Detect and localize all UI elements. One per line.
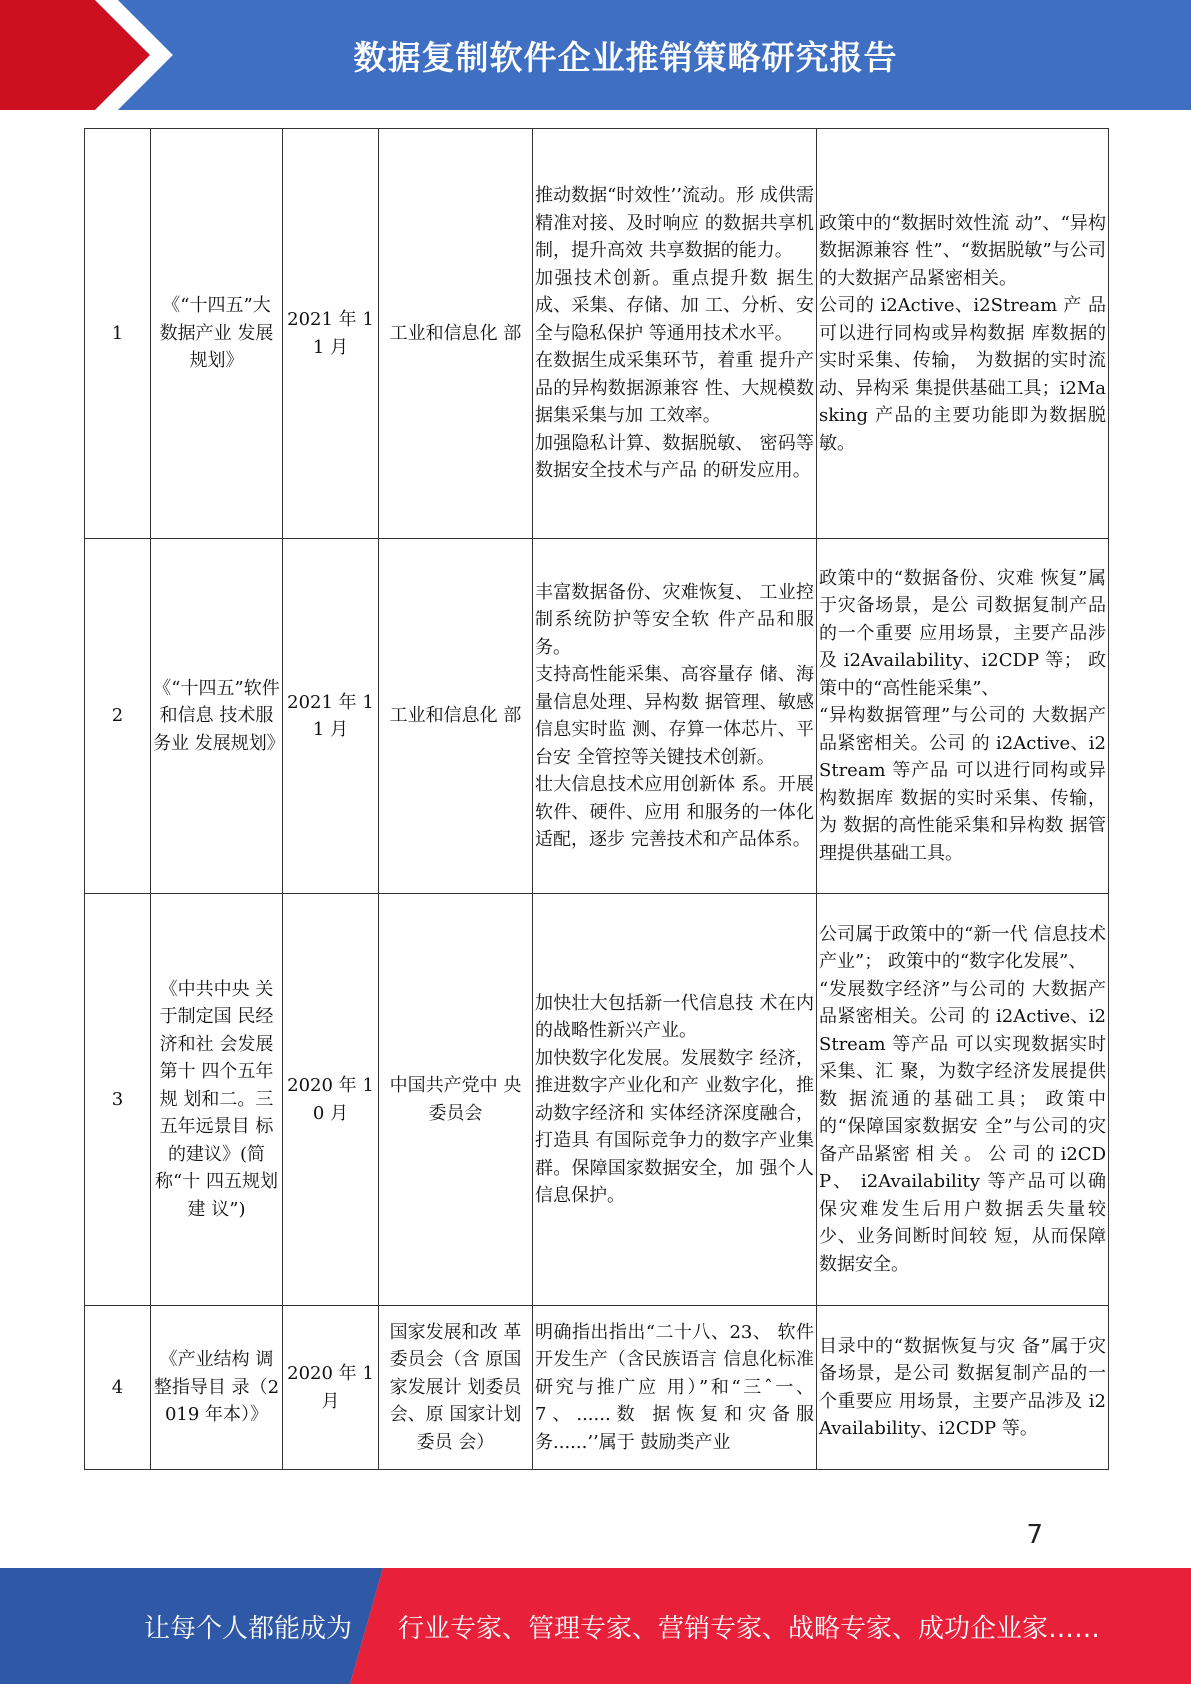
report-title: 数据复制软件企业推销策略研究报告 bbox=[353, 37, 898, 77]
policy-content bbox=[533, 539, 817, 894]
policy-content bbox=[533, 129, 817, 539]
table-row bbox=[85, 1306, 1109, 1470]
policy-content bbox=[533, 894, 817, 1306]
issue-date: 2020 年 1 月 bbox=[283, 1306, 379, 1470]
row-index: 2 bbox=[85, 539, 151, 894]
policy-content bbox=[533, 1306, 817, 1470]
relevance-paragraph: 政策中的“数据时效性流 动”、“异构数据源兼容 性”、“数据脱敏”与公司 的大数据产品紧密相关。 bbox=[819, 212, 1106, 289]
relevance-paragraph: 公司的 i2Active、i2Stream 产 品可以进行同构或异构数据 库数据的实时采集、传输， 为数据的实时流动、异构采 集提供基础工具；i2Masking 产品的主要功能即为数据脱 敏。 bbox=[819, 295, 1106, 454]
policy-name: 《产业结构 调整指导目 录（2019 年本）》 bbox=[151, 1306, 283, 1470]
content-paragraph: 加强隐私计算、数据脱敏、 密码等数据安全技术与产品 的研发应用。 bbox=[535, 432, 814, 482]
table-row bbox=[85, 129, 1109, 539]
page-number: 7 bbox=[1026, 1520, 1043, 1550]
content-paragraph: 丰富数据备份、灾难恢复、 工业控制系统防护等安全软 件产品和服务。 bbox=[535, 581, 814, 658]
issuing-department: 国家发展和改 革委员会（含 原国家发展计 划委员会、原 国家计划委员 会） bbox=[379, 1306, 533, 1470]
relevance-paragraph: 公司属于政策中的“新一代 信息技术产业”； 政策中的“数字化发展”、 bbox=[819, 923, 1106, 973]
footer-slogan-right: 行业专家、管理专家、营销专家、战略专家、成功企业家…… bbox=[398, 1613, 1101, 1644]
issuing-department: 中国共产党中 央委员会 bbox=[379, 894, 533, 1306]
relevance-paragraph: 目录中的“数据恢复与灾 备”属于灾备场景，是公司 数据复制产品的一个重要应 用场景，主要产品涉及 i2Availability、i2CDP 等。 bbox=[819, 1335, 1106, 1439]
issue-date: 2020 年 10 月 bbox=[283, 894, 379, 1306]
page-footer bbox=[0, 1568, 1191, 1684]
content-paragraph: 加强技术创新。重点提升数 据生成、采集、存储、加 工、分析、安全与隐私保护 等通用技术水平。 bbox=[535, 267, 814, 344]
row-index: 1 bbox=[85, 129, 151, 539]
policy-table-container bbox=[84, 128, 1108, 1470]
row-index: 3 bbox=[85, 894, 151, 1306]
policy-table bbox=[84, 128, 1109, 1470]
content-paragraph: 加快数字化发展。发展数字 经济，推进数字产业化和产 业数字化，推动数字经济和 实体经济深度融合，打造具 有国际竞争力的数字产业集 群。保障国家数据安全，加 强个人信息保护。 bbox=[535, 1047, 814, 1206]
content-paragraph: 推动数据“时效性’’流动。形 成供需精准对接、及时响应 的数据共享机制，提升高效 共享数据的能力。 bbox=[535, 185, 814, 262]
relevance-paragraph: “发展数字经济”与公司的 大数据产品紧密相关。公司 的 i2Active、i2Stream 等产品 可以实现数据实时采集、汇 聚，为数字经济发展提供数 据流通的基础工具； 政策中的“保障国家数据安 全”与公司的灾备产品紧密 相 关 。 公 司 的 i2CDP、 i2Availability 等产品可以确 保灾难发生后用户数据丢失量较少、业务间断时间较 短，从而保障数据安全。 bbox=[819, 978, 1106, 1275]
company-relevance bbox=[817, 1306, 1109, 1470]
company-relevance bbox=[817, 894, 1109, 1306]
policy-name: 《“十四五”大 数据产业 发展规划》 bbox=[151, 129, 283, 539]
table-row bbox=[85, 894, 1109, 1306]
relevance-paragraph: “异构数据管理”与公司的 大数据产品紧密相关。公司 的 i2Active、i2Stream 等产品 可以进行同构或异构数据库 数据的实时采集、传输，为 数据的高性能采集和异构数 据管理提供基础工具。 bbox=[819, 705, 1106, 864]
page-header bbox=[0, 0, 1191, 110]
issue-date: 2021 年 11 月 bbox=[283, 129, 379, 539]
content-paragraph: 在数据生成采集环节，着重 提升产品的异构数据源兼容 性、大规模数据集采集与加 工效率。 bbox=[535, 350, 814, 427]
content-paragraph: 支持高性能采集、高容量存 储、海量信息处理、异构数 据管理、敏感信息实时监 测、存算一体芯片、平台安 全管控等关键技术创新。 bbox=[535, 664, 814, 768]
content-paragraph: 明确指出指出“二十八、23、 软件开发生产（含民族语言 信息化标准研究与推广应 用）”和“三ˆ一、7、......数 据恢复和灾备服务......’’属于 鼓励类产业 bbox=[535, 1321, 814, 1453]
policy-name: 《“十四五”软件和信息 技术服务业 发展规划》 bbox=[151, 539, 283, 894]
content-paragraph: 加快壮大包括新一代信息技 术在内的战略性新兴产业。 bbox=[535, 992, 814, 1041]
company-relevance bbox=[817, 539, 1109, 894]
row-index: 4 bbox=[85, 1306, 151, 1470]
company-relevance bbox=[817, 129, 1109, 539]
issuing-department: 工业和信息化 部 bbox=[379, 539, 533, 894]
relevance-paragraph: 政策中的“数据备份、灾难 恢复”属于灾备场景，是公 司数据复制产品的一个重要 应用场景，主要产品涉及 i2Availability、i2CDP 等； 政策中的“高性能采集”、 bbox=[819, 567, 1106, 699]
table-row bbox=[85, 539, 1109, 894]
policy-name: 《中共中央 关于制定国 民经济和社 会发展第十 四个五年规 划和二。三五年远景目 标的建议》(简称“十 四五规划建 议”) bbox=[151, 894, 283, 1306]
issuing-department: 工业和信息化 部 bbox=[379, 129, 533, 539]
issue-date: 2021 年 11 月 bbox=[283, 539, 379, 894]
footer-slogan-left: 让每个人都能成为 bbox=[144, 1613, 353, 1644]
content-paragraph: 壮大信息技术应用创新体 系。开展软件、硬件、应用 和服务的一体化适配，逐步 完善技术和产品体系。 bbox=[535, 774, 814, 850]
